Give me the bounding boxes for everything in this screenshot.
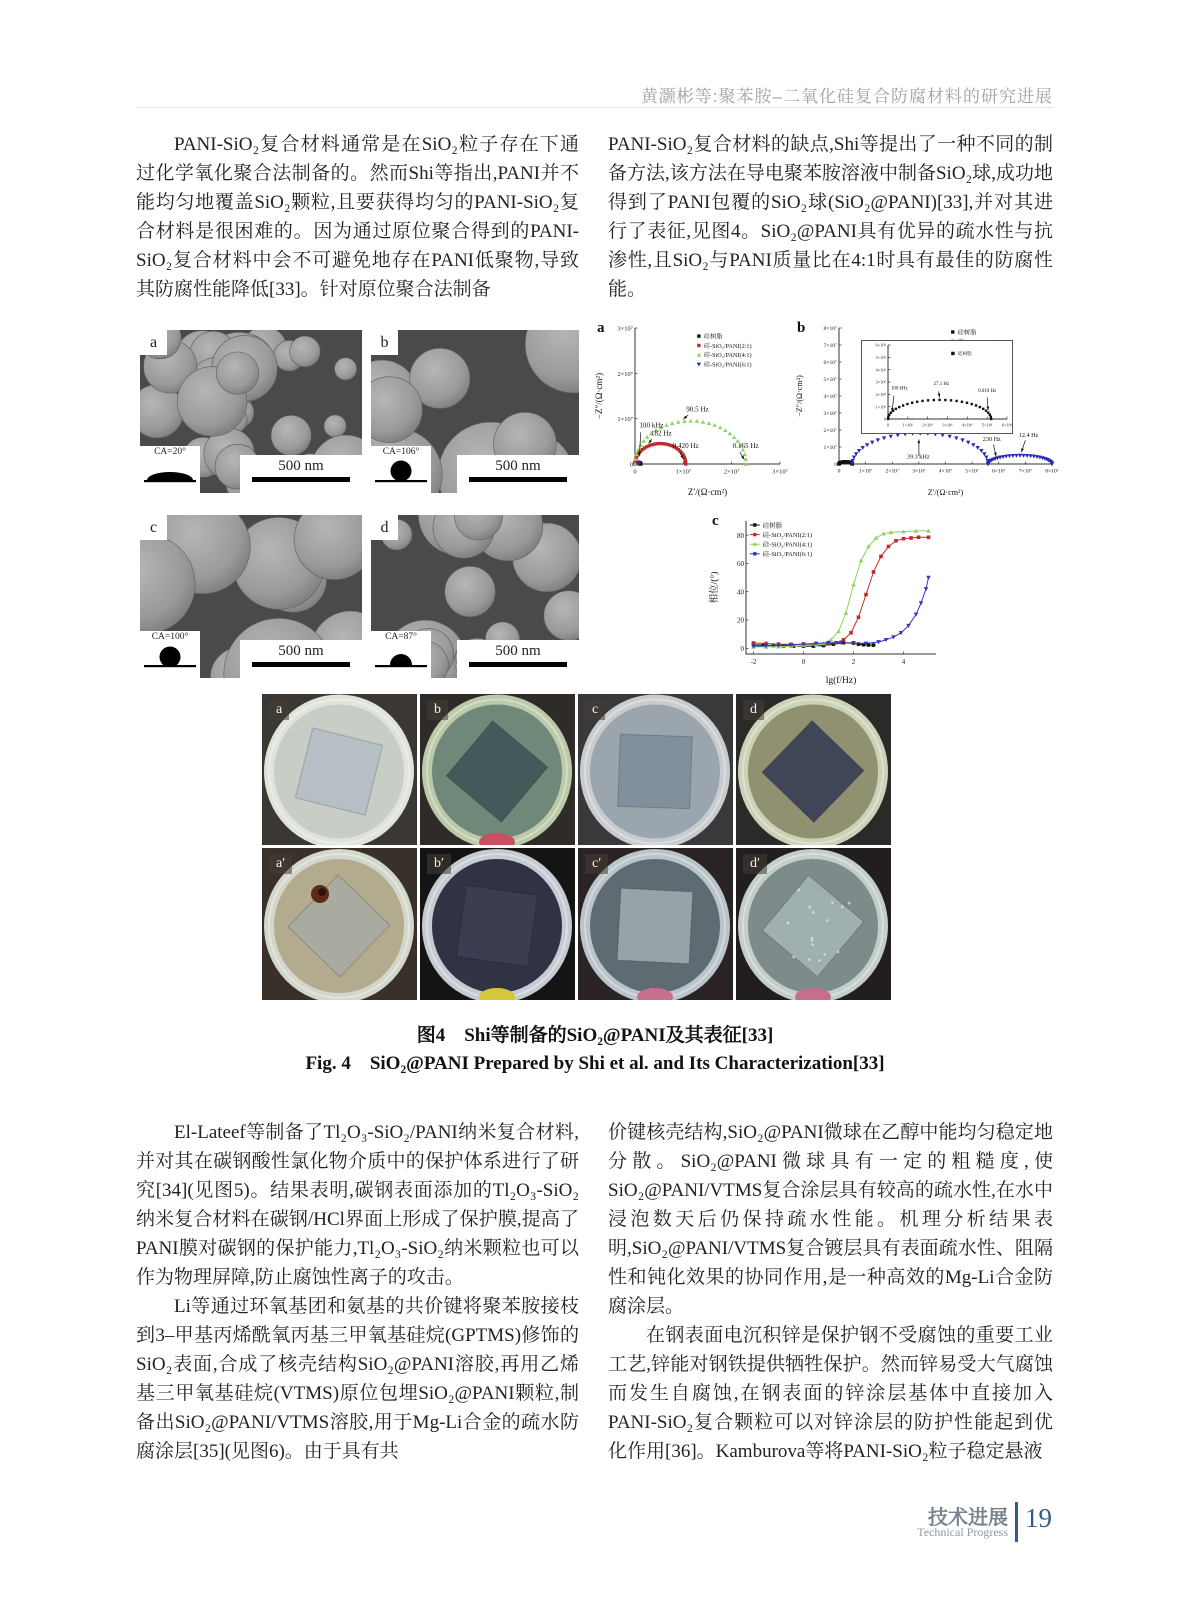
annotation: 0.010 Hz <box>978 388 997 394</box>
legend-label: 硅-SiO₂/PANI(2:1) <box>703 342 752 350</box>
y-axis-label: −Z″/(Ω·cm²) <box>594 372 604 420</box>
sample-photos-grid <box>262 694 891 1000</box>
bode-c-plot <box>708 513 948 686</box>
running-header: 黄灏彬等:聚苯胺–二氧化硅复合防腐材料的研究进展 <box>640 87 1053 106</box>
contact-angle-inset <box>371 446 431 493</box>
x-tick-label: -2 <box>750 658 757 666</box>
paragraph-left-top <box>136 130 579 304</box>
scale-bar-line <box>252 662 350 667</box>
bode-chart-c <box>708 513 948 686</box>
x-tick-label: 0 <box>801 658 806 666</box>
photo-panel-letter: c′ <box>585 854 608 874</box>
scale-bar <box>240 640 362 678</box>
nyquist-chart-a <box>593 320 790 498</box>
x-tick-label: 2×10⁷ <box>885 468 899 475</box>
paragraph-text: El-Lateef等制备了Tl₂O₃-SiO₂/PANI纳米复合材料,并对其在碳钢酸性氯化物介质中的保护体系进行了研究[34](见图5)。结果表明,碳钢表面添加的Tl₂O₃-SiO₂纳米复合材料在碳钢/HCl界面上形成了保护膜,提高了PANI膜对碳钢的保护能力,Tl₂O₃-SiO₂纳米颗粒也可以作为物理屏障,防止腐蚀性离子的攻击。 <box>136 1122 579 1288</box>
sem-panel-letter: a <box>140 330 167 355</box>
y-tick-label: 1×10⁷ <box>617 416 633 424</box>
contact-angle-value: CA=20° <box>154 447 186 457</box>
x-tick-label: 5×10⁷ <box>965 468 979 475</box>
x-axis-label: Z′/(Ω·cm²) <box>927 488 964 497</box>
figure-caption-cn: 图4 Shi等制备的SiO₂@PANI及其表征[33] <box>416 1025 774 1046</box>
legend-label: 硅树脂 <box>762 522 782 530</box>
paragraph-text: 在钢表面电沉积锌是保护钢不受腐蚀的重要工业工艺,锌能对钢铁提供牺牲保护。然而锌易受大气腐蚀而发生自腐蚀,在钢表面的锌涂层基体中直接加入PANI-SiO₂复合颗粒可以对锌涂层的防护性能起到优化作用[36]。Kamburova等将PANI-SiO₂粒子稳定悬液 <box>608 1325 1053 1462</box>
annotation: 0.165 Hz <box>732 442 759 451</box>
annotation: 100 kHz <box>639 421 664 430</box>
legend-label: 硅树脂 <box>957 351 972 357</box>
contact-angle-inset <box>140 446 200 493</box>
scale-bar-label: 500 nm <box>495 458 541 474</box>
scale-bar-label: 500 nm <box>278 643 324 659</box>
x-tick-label: 4×10⁶ <box>962 422 973 428</box>
y-axis-label: −Z″/(Ω·cm²) <box>795 375 804 417</box>
x-tick-label: 3×10⁶ <box>942 422 953 428</box>
inset-chart <box>861 340 1013 434</box>
x-tick-label: 7×10⁷ <box>1018 468 1033 475</box>
scale-bar-line <box>252 477 350 482</box>
y-tick-label: 2×10⁶ <box>875 391 886 397</box>
sample-photo-a <box>262 694 417 845</box>
y-tick-label: 4×10⁷ <box>823 394 837 401</box>
x-tick-label: 4 <box>901 658 906 666</box>
annotation: 90.5 Hz <box>686 405 709 414</box>
footer-section-cn: 技术进展 <box>928 1507 1008 1529</box>
x-tick-label: 0 <box>886 422 890 428</box>
y-axis-label: 相位/(°) <box>710 571 720 604</box>
scale-bar <box>457 455 579 493</box>
sample-photo-b <box>420 694 575 845</box>
scale-bar-line <box>469 477 567 482</box>
contact-angle-value: CA=106° <box>382 447 420 457</box>
photo-panel-letter: d <box>743 700 764 720</box>
photo-panel-letter: a <box>269 700 289 720</box>
x-tick-label: 6×10⁶ <box>1001 422 1012 428</box>
y-tick-label: 0 <box>629 461 633 469</box>
footer-section-en: Technical Progress <box>917 1525 1008 1539</box>
chart-panel-letter: b <box>797 320 806 336</box>
x-tick-label: 2×10⁷ <box>723 468 740 476</box>
inset-plot <box>862 341 1012 433</box>
chart-panel-letter: c <box>712 513 719 529</box>
annotation: 230 Hz <box>982 436 1001 444</box>
scale-bar-label: 500 nm <box>495 643 541 659</box>
x-tick-label: 2×10⁶ <box>922 422 933 428</box>
contact-angle-inset <box>140 631 200 678</box>
y-tick-label: 0 <box>834 462 837 469</box>
x-axis-label: Z′/(Ω·cm²) <box>687 487 728 497</box>
x-tick-label: 8×10⁷ <box>1045 468 1059 475</box>
nyquist-chart-b <box>793 320 1060 498</box>
sample-photo-b-prime <box>420 848 575 1000</box>
x-tick-label: 1×10⁷ <box>858 468 873 475</box>
paragraph-left-bottom <box>136 1118 579 1466</box>
chart-panel-letter: a <box>597 320 605 336</box>
y-tick-label: 60 <box>737 560 744 569</box>
y-tick-label: 3×10⁶ <box>875 379 886 385</box>
paragraph-right-top <box>608 130 1053 304</box>
annotation: 100 kHz <box>890 386 908 392</box>
water-droplet-icon <box>142 459 198 485</box>
water-droplet-icon <box>373 459 429 485</box>
y-tick-label: 7×10⁷ <box>823 343 837 350</box>
y-tick-label: 1×10⁷ <box>823 445 837 452</box>
sample-photo-d-prime <box>736 848 891 1000</box>
y-tick-label: 5×10⁷ <box>823 377 837 384</box>
scale-bar <box>240 455 362 493</box>
sample-photo-a-prime <box>262 848 417 1000</box>
paragraph-text: Li等通过环氧基团和氨基的共价键将聚苯胺接枝到3–甲基丙烯酰氧丙基三甲氧基硅烷(GPTMS)修饰的SiO₂表面,合成了核壳结构SiO₂@PANI溶胶,再用乙烯基三甲氧基硅烷(VTMS)原位包埋SiO₂@PANI颗粒,制备出SiO₂@PANI/VTMS溶胶,用于Mg-Li合金的疏水防腐涂层[35](见图6)。由于具有共 <box>136 1296 579 1462</box>
sem-panel-letter: d <box>371 515 398 540</box>
x-tick-label: 1×10⁶ <box>902 422 914 428</box>
sample-photo-d <box>736 694 891 845</box>
annotation: 182 Hz <box>650 429 672 438</box>
x-tick-label: 1×10⁷ <box>675 468 692 476</box>
y-tick-label: 4×10⁶ <box>875 367 886 373</box>
x-tick-label: 0 <box>633 468 637 476</box>
sample-photo-c <box>578 694 733 845</box>
legend-label: 硅树脂 <box>703 333 723 341</box>
photo-panel-letter: c <box>585 700 605 720</box>
y-tick-label: 6×10⁷ <box>823 360 837 367</box>
x-tick-label: 6×10⁷ <box>992 468 1006 475</box>
x-tick-label: 5×10⁶ <box>981 422 993 428</box>
paragraph-right-bottom <box>608 1118 1053 1466</box>
sample-photo-c-prime <box>578 848 733 1000</box>
sem-panel-letter: c <box>140 515 167 540</box>
x-tick-label: 4×10⁷ <box>938 468 953 475</box>
sem-panel-letter: b <box>371 330 398 355</box>
water-droplet-icon <box>373 644 429 670</box>
photo-panel-letter: a′ <box>269 854 292 874</box>
y-tick-label: 3×10⁷ <box>823 411 837 418</box>
eis-a-plot <box>593 320 790 498</box>
contact-angle-value: CA=100° <box>151 632 189 642</box>
sem-image-a <box>140 330 362 493</box>
y-tick-label: 3×10⁷ <box>617 325 633 333</box>
y-tick-label: 0 <box>883 416 886 422</box>
x-tick-label: 3×10⁷ <box>772 468 788 476</box>
water-droplet-icon <box>142 644 198 670</box>
y-tick-label: 6×10⁶ <box>875 342 886 348</box>
legend-label: 硅-SiO₂/PANI(4:1) <box>703 352 752 360</box>
sem-image-c <box>140 515 362 678</box>
annotation: 0.420 Hz <box>672 442 699 451</box>
page-number: 19 <box>1025 1503 1052 1533</box>
y-tick-label: 2×10⁷ <box>823 428 837 435</box>
sem-image-d <box>371 515 579 678</box>
y-tick-label: 40 <box>737 588 744 597</box>
paragraph-text: PANI-SiO₂复合材料通常是在SiO₂粒子存在下通过化学氧化聚合法制备的。然而Shi等指出,PANI并不能均匀地覆盖SiO₂颗粒,且要获得均匀的PANI-SiO₂复合材料是很困难的。因为通过原位聚合得到的PANI-SiO₂复合材料中会不可避免地存在PANI低聚物,导致其防腐性能降低[33]。针对原位聚合法制备 <box>136 134 579 300</box>
x-tick-label: 2 <box>851 658 856 666</box>
footer-divider <box>1015 1502 1018 1542</box>
header-rule <box>137 107 1053 108</box>
y-tick-label: 8×10⁷ <box>823 326 837 333</box>
y-tick-label: 0 <box>740 645 744 654</box>
annotation: 12.4 Hz <box>1018 431 1039 439</box>
x-axis-label: lg(f/Hz) <box>825 676 857 686</box>
legend-label: 硅-SiO₂/PANI(2:1) <box>762 532 813 540</box>
sem-image-b <box>371 330 579 493</box>
y-tick-label: 5×10⁶ <box>875 354 886 360</box>
legend-label: 硅-SiO₂/PANI(4:1) <box>762 541 813 549</box>
y-tick-label: 1×10⁶ <box>875 404 886 410</box>
photo-panel-letter: d′ <box>743 854 767 874</box>
scale-bar-line <box>469 662 567 667</box>
legend-label: 硅-SiO₂/PANI(6:1) <box>703 361 752 369</box>
photo-panel-letter: b <box>427 700 448 720</box>
y-tick-label: 80 <box>737 531 744 540</box>
x-tick-label: 3×10⁷ <box>912 468 926 475</box>
contact-angle-value: CA=87° <box>385 632 417 642</box>
paragraph-text: PANI-SiO₂复合材料的缺点,Shi等提出了一种不同的制备方法,该方法在导电聚苯胺溶液中制备SiO₂球,成功地得到了PANI包覆的SiO₂球(SiO₂@PANI)[33],并对其进行了表征,见图4。SiO₂@PANI具有优异的疏水性与抗渗性,且SiO₂与PANI质量比在4:1时具有最佳的防腐性能。 <box>608 134 1053 300</box>
legend-label: 硅-SiO₂/PANI(6:1) <box>762 551 813 559</box>
y-tick-label: 2×10⁷ <box>617 370 633 378</box>
scale-bar-label: 500 nm <box>278 458 324 474</box>
contact-angle-inset <box>371 631 431 678</box>
scale-bar <box>457 640 579 678</box>
legend-label: 硅树脂 <box>957 329 977 337</box>
annotation: 39.3 kHz <box>906 453 930 461</box>
y-tick-label: 20 <box>737 616 744 625</box>
x-tick-label: 0 <box>837 468 841 475</box>
paragraph-text: 价键核壳结构,SiO₂@PANI微球在乙醇中能均匀稳定地分散。SiO₂@PANI微球具有一定的粗糙度,使SiO₂@PANI/VTMS复合涂层具有较高的疏水性,在水中浸泡数天后仍保持疏水性能。机理分析结果表明,SiO₂@PANI/VTMS复合镀层具有表面疏水性、阻隔性和钝化效果的协同作用,是一种高效的Mg-Li合金防腐涂层。 <box>608 1122 1053 1317</box>
figure-caption-en: Fig. 4 SiO₂@PANI Prepared by Shi et al. and Its Characterization[33] <box>305 1053 885 1074</box>
annotation: 27.1 Hz <box>933 382 950 388</box>
photo-panel-letter: b′ <box>427 854 451 874</box>
